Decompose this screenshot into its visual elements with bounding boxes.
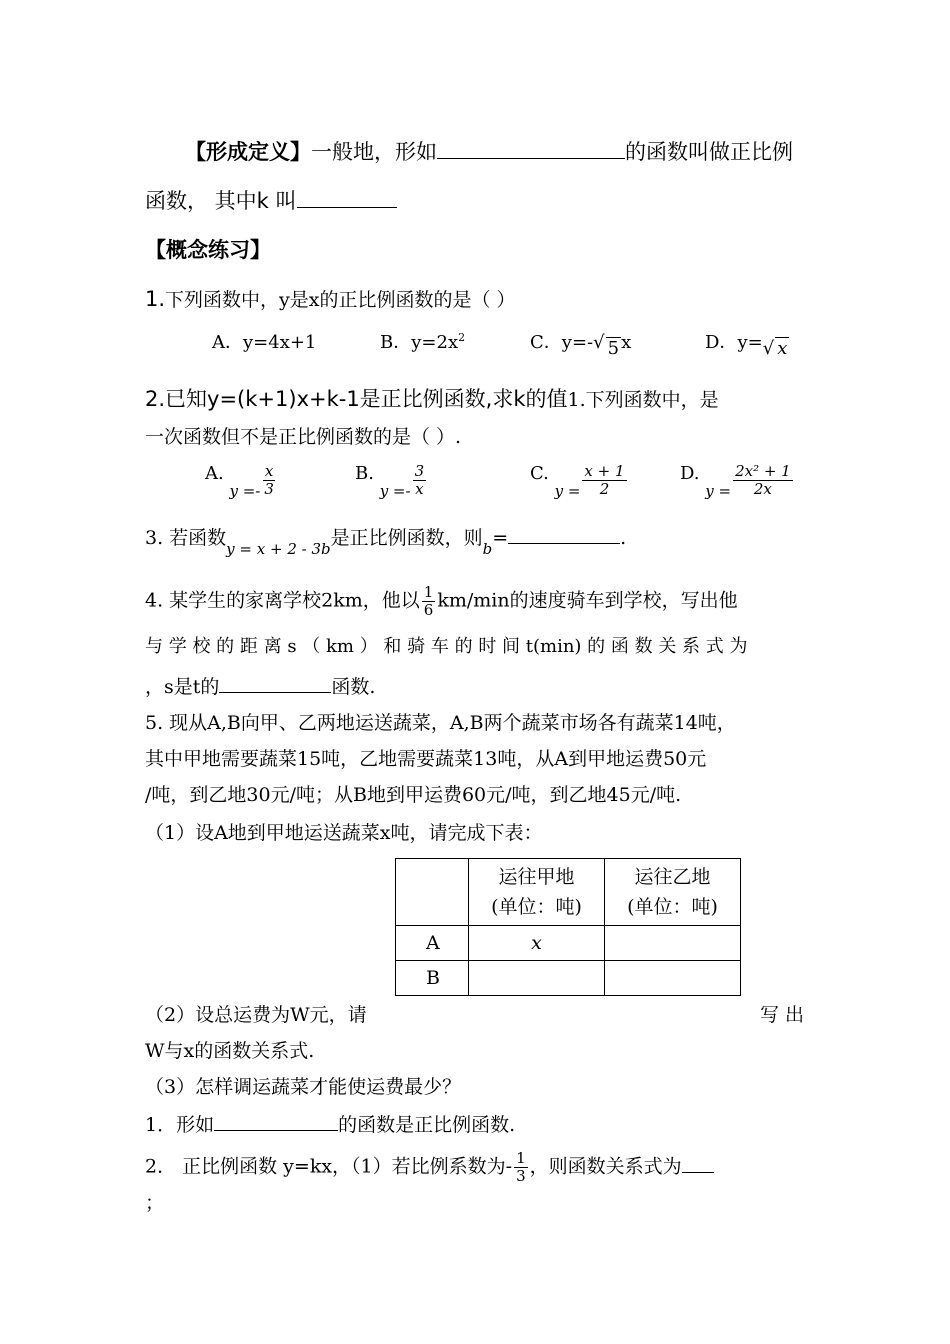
header-col2-line2: (单位：吨) — [627, 896, 718, 918]
q4-frac-num: 1 — [423, 583, 434, 601]
q5-sub-1: （1）设A地到甲地运送蔬菜x吨，请完成下表： — [145, 822, 543, 844]
q2-option-b-den: x — [415, 480, 424, 498]
q4-fraction — [422, 584, 436, 619]
table-row — [396, 926, 741, 961]
q2-option-d-pre: y = — [705, 481, 732, 500]
header-col2-line1: 运往乙地 — [634, 866, 711, 888]
ex2-blank[interactable] — [682, 1152, 714, 1173]
q4-line-1 — [145, 584, 738, 619]
q2-option-a-fraction — [262, 463, 276, 498]
q5-line-2: 其中甲地需要蔬菜15吨，乙地需要蔬菜13吨，从A到甲地运费50元 — [145, 748, 707, 770]
table-header-cell — [469, 859, 605, 926]
q5-line-1: 5. 现从A,B向甲、乙两地运送蔬菜，A,B两个蔬菜市场各有蔬菜14吨， — [145, 712, 736, 734]
radical-sign: √ — [762, 338, 775, 359]
q2-option-d[interactable] — [680, 463, 795, 498]
ex1-blank[interactable] — [214, 1110, 338, 1131]
q4-text-3a: ，s是t的 — [145, 676, 220, 698]
q1-option-c[interactable] — [530, 328, 632, 359]
q1-stem: 下列函数中，y是x的正比例函数的是（ ） — [165, 289, 516, 311]
q2-option-d-label: D. — [680, 463, 700, 484]
header-col1-line1: 运往甲地 — [498, 866, 575, 888]
q2-option-a[interactable] — [205, 463, 278, 498]
q2-option-b-num: 3 — [414, 462, 425, 480]
ex2-frac-num: 1 — [516, 1149, 526, 1167]
q1-option-a[interactable] — [212, 328, 316, 354]
q2-option-b[interactable] — [355, 463, 428, 498]
row-a-col1[interactable]: x — [469, 926, 605, 961]
q1-option-c-pre: y=- — [561, 332, 594, 353]
freight-table — [395, 858, 741, 996]
row-a-col2[interactable] — [605, 926, 741, 961]
table-header-cell — [605, 859, 741, 926]
q5-sub-2b: 写 出 — [760, 1004, 805, 1026]
definition-k-blank[interactable] — [297, 187, 397, 208]
definition-text-b: 的函数叫做正比例 — [625, 140, 793, 164]
ex2-fraction — [514, 1150, 528, 1185]
q2-option-b-fraction — [413, 463, 427, 498]
ex2-line — [145, 1150, 714, 1185]
q3-equals: = — [492, 527, 509, 549]
table-row — [396, 961, 741, 996]
q1-option-d-radicand: x — [777, 338, 788, 359]
q3-end: . — [620, 527, 627, 549]
q3-text-b: 是正比例函数，则 — [330, 527, 483, 549]
q1-stem-line — [145, 286, 516, 313]
q3-blank[interactable] — [508, 523, 620, 544]
definition-label: 【形成定义】 — [185, 140, 311, 164]
q2-bold-text: 2.已知y=(k+1)x+k-1是正比例函数,求k的值 — [145, 387, 568, 411]
table-header-row — [396, 859, 741, 926]
q3-line — [145, 523, 627, 558]
q2-option-c-num: x + 1 — [584, 462, 625, 480]
q2-line-1 — [145, 386, 719, 413]
q2-option-a-label: A. — [205, 463, 224, 484]
q2-option-a-num: x — [264, 462, 274, 480]
q1-option-b-label: B． — [380, 332, 412, 353]
q1-option-c-label: C． — [530, 332, 562, 353]
q4-text-3b: 函数. — [331, 676, 376, 698]
ex2-frac-den: 3 — [516, 1167, 526, 1185]
q2-option-b-pre: y =- — [379, 481, 411, 500]
definition-line-1 — [185, 138, 793, 165]
q2-option-a-den: 3 — [264, 480, 274, 498]
q4-text-a: 4. 某学生的家离学校2km，他以 — [145, 589, 420, 612]
q4-blank[interactable] — [219, 672, 331, 693]
definition-text-c: 函数， 其中k 叫 — [145, 189, 297, 213]
q1-option-b-sup: 2 — [458, 331, 466, 344]
definition-text-a: 一般地，形如 — [311, 140, 437, 164]
q1-option-c-post: x — [621, 332, 632, 353]
q5-sub-2a: （2）设总运费为W元，请 — [145, 1004, 367, 1026]
q2-option-c-den: 2 — [599, 480, 610, 498]
q2-option-c[interactable] — [530, 463, 629, 498]
row-b-col1[interactable] — [469, 961, 605, 996]
q1-option-b-expr: y=2x — [411, 332, 459, 353]
row-a-label: A — [396, 926, 469, 961]
q1-option-d[interactable] — [705, 328, 789, 359]
q5-sub-3: （3）怎样调运蔬菜才能使运费最少？ — [145, 1076, 462, 1098]
q1-option-a-label: A． — [212, 332, 243, 353]
ex2-text-b: ，则函数关系式为 — [529, 1155, 682, 1178]
ex1-text-b: 的函数是正比例函数. — [338, 1114, 516, 1136]
row-b-label: B — [396, 961, 469, 996]
radical-sign: √ — [593, 332, 605, 353]
q2-text-1: 1.下列函数中，是 — [567, 389, 719, 411]
ex2-text-a: 2． 正比例函数 y=kx，（1）若比例系数为- — [145, 1155, 513, 1178]
q1-option-a-expr: y=4x+1 — [243, 332, 317, 353]
q3-text-a: 3. 若函数 — [145, 527, 227, 549]
q4-text-b: km/min的速度骑车到学校，写出他 — [437, 589, 738, 612]
definition-line-2 — [145, 187, 397, 214]
q1-option-d-label: D． — [705, 332, 738, 353]
q1-option-b[interactable] — [380, 328, 465, 354]
table-corner-cell — [396, 859, 469, 926]
q4-line-3 — [145, 672, 375, 700]
q5-sub-2c: W与x的函数关系式. — [145, 1040, 315, 1062]
q2-option-d-den: 2x — [753, 480, 772, 498]
q1-option-d-pre: y= — [737, 332, 763, 353]
q1-option-c-radicand: 5 — [607, 338, 620, 359]
definition-blank[interactable] — [437, 138, 625, 159]
q2-option-c-pre: y = — [554, 481, 581, 500]
q2-option-c-fraction — [582, 463, 626, 498]
q2-option-b-label: B. — [355, 463, 374, 484]
header-col1-line2: (单位：吨) — [491, 896, 582, 918]
q4-frac-den: 6 — [423, 601, 434, 619]
q3-variable: b — [482, 540, 493, 558]
q2-option-d-num: 2x² + 1 — [735, 462, 791, 480]
q2-option-c-label: C. — [530, 463, 549, 484]
q5-line-3: /吨，到乙地30元/吨；从B地到甲运费60元/吨，到乙地45元/吨. — [145, 784, 682, 806]
ex2-line-2: ； — [145, 1192, 165, 1214]
ex1-text-a: 1．形如 — [145, 1114, 215, 1136]
q2-option-a-pre: y =- — [229, 481, 261, 500]
practice-heading: 【概念练习】 — [145, 238, 271, 262]
q2-option-d-fraction — [733, 463, 793, 498]
ex1-line — [145, 1110, 515, 1138]
row-b-col2[interactable] — [605, 961, 741, 996]
q2-line-2: 一次函数但不是正比例函数的是（ ）. — [145, 426, 462, 448]
q3-expression: y = x + 2 - 3b — [226, 540, 331, 558]
q1-number: 1. — [145, 287, 166, 311]
q4-line-2: 与 学 校 的 距 离 s （ km ） 和 骑 车 的 时 间 t(min) 的 函 数 关 系 式 为 — [145, 636, 748, 657]
